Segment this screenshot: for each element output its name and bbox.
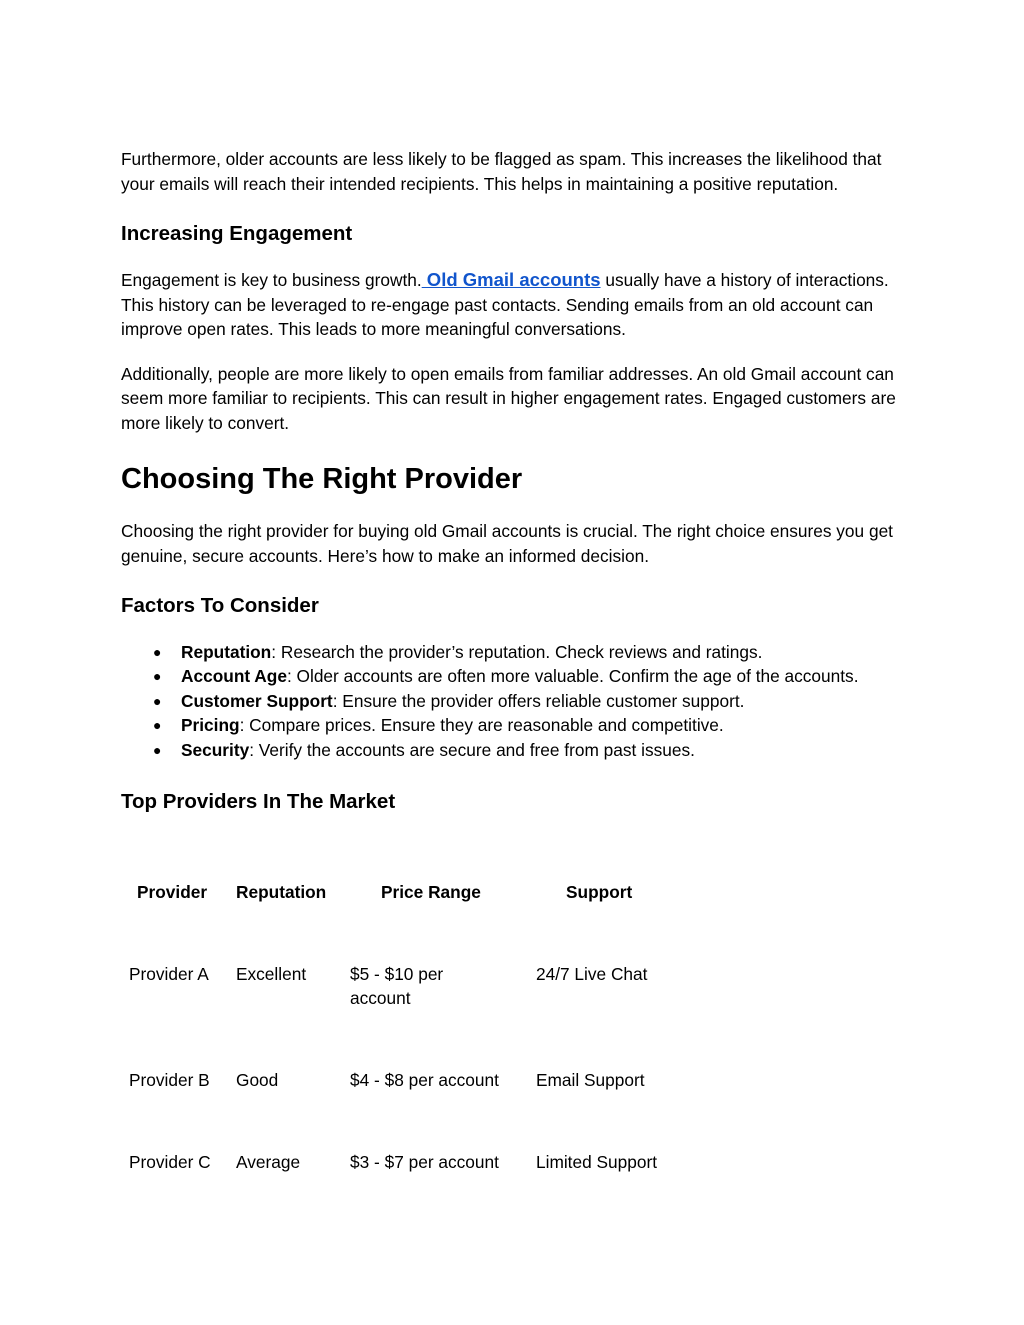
engagement-text-after: usually have a history of interactions. This history can be leveraged to re-engage past contacts. Sending emails from an old account can improve open rates. This leads to more meaningful conversations. [121, 270, 889, 339]
factor-term: Security [181, 739, 250, 760]
list-item [121, 640, 911, 664]
increasing-engagement-heading: Increasing Engagement [121, 222, 353, 245]
table-row-a-support: 24/7 Live Chat [536, 964, 648, 984]
table-header-provider: Provider [137, 882, 208, 902]
table-row-a-reputation: Excellent [236, 964, 307, 984]
familiar-addresses-paragraph: Additionally, people are more likely to open emails from familiar addresses. An old Gmail account can seem more familiar to recipients. This can result in higher engagement rates. Engaged customers are more likely to convert. [121, 363, 896, 433]
table-header-price-range: Price Range [381, 882, 481, 902]
table-row-b-price: $4 - $8 per account [350, 1070, 499, 1090]
table-row-a-price-line2: account [350, 988, 411, 1008]
old-gmail-accounts-link[interactable]: Old Gmail accounts [421, 269, 601, 290]
factor-text: : Older accounts are often more valuable. Confirm the age of the accounts. [286, 666, 859, 687]
table-header-reputation: Reputation [236, 882, 327, 902]
document-page [121, 147, 911, 815]
factor-text: : Research the provider’s reputation. Check reviews and ratings. [271, 642, 763, 662]
table-row-b-support: Email Support [536, 1070, 645, 1090]
bullet-icon: ● [153, 668, 162, 685]
table-row-b-provider: Provider B [129, 1070, 210, 1090]
factor-text: : Compare prices. Ensure they are reasonable and competitive. [239, 715, 724, 736]
table-row-b-reputation: Good [236, 1070, 279, 1090]
table-header-support: Support [566, 882, 633, 902]
engagement-text-before: Engagement is key to business growth. [121, 270, 422, 290]
list-item [121, 738, 911, 762]
factors-list [121, 640, 911, 762]
table-row-a-price-line1: $5 - $10 per [350, 964, 444, 984]
bullet-icon: ● [153, 692, 162, 709]
table-row-c-reputation: Average [236, 1152, 301, 1172]
table-row-c-support: Limited Support [536, 1152, 658, 1172]
table-row-c-price: $3 - $7 per account [350, 1152, 499, 1172]
factor-term: Customer Support [181, 690, 333, 711]
table-row-a-provider: Provider A [129, 964, 209, 984]
factor-text: : Ensure the provider offers reliable customer support. [332, 690, 745, 711]
list-item [121, 664, 911, 688]
factors-heading: Factors To Consider [121, 594, 319, 617]
factor-term: Pricing [181, 715, 240, 736]
engagement-paragraph [121, 268, 911, 342]
factor-term: Reputation [181, 642, 272, 662]
list-item [121, 689, 911, 713]
table-row-c-provider: Provider C [129, 1152, 211, 1172]
choosing-provider-paragraph: Choosing the right provider for buying old Gmail accounts is crucial. The right choice ensures you get genuine, secure accounts. Here’s how to make an informed decision. [121, 521, 893, 566]
bullet-icon: ● [153, 644, 162, 660]
bullet-icon: ● [153, 717, 162, 734]
list-item [121, 713, 911, 737]
spam-paragraph: Furthermore, older accounts are less likely to be flagged as spam. This increases the likelihood that your emails will reach their intended recipients. This helps in maintaining a positive reputation. [121, 149, 882, 194]
top-providers-heading: Top Providers In The Market [121, 790, 396, 814]
bullet-icon: ● [153, 741, 162, 758]
choosing-provider-heading: Choosing The Right Provider [121, 463, 523, 495]
factor-term: Account Age [181, 666, 287, 687]
factor-text: : Verify the accounts are secure and free from past issues. [249, 739, 695, 760]
